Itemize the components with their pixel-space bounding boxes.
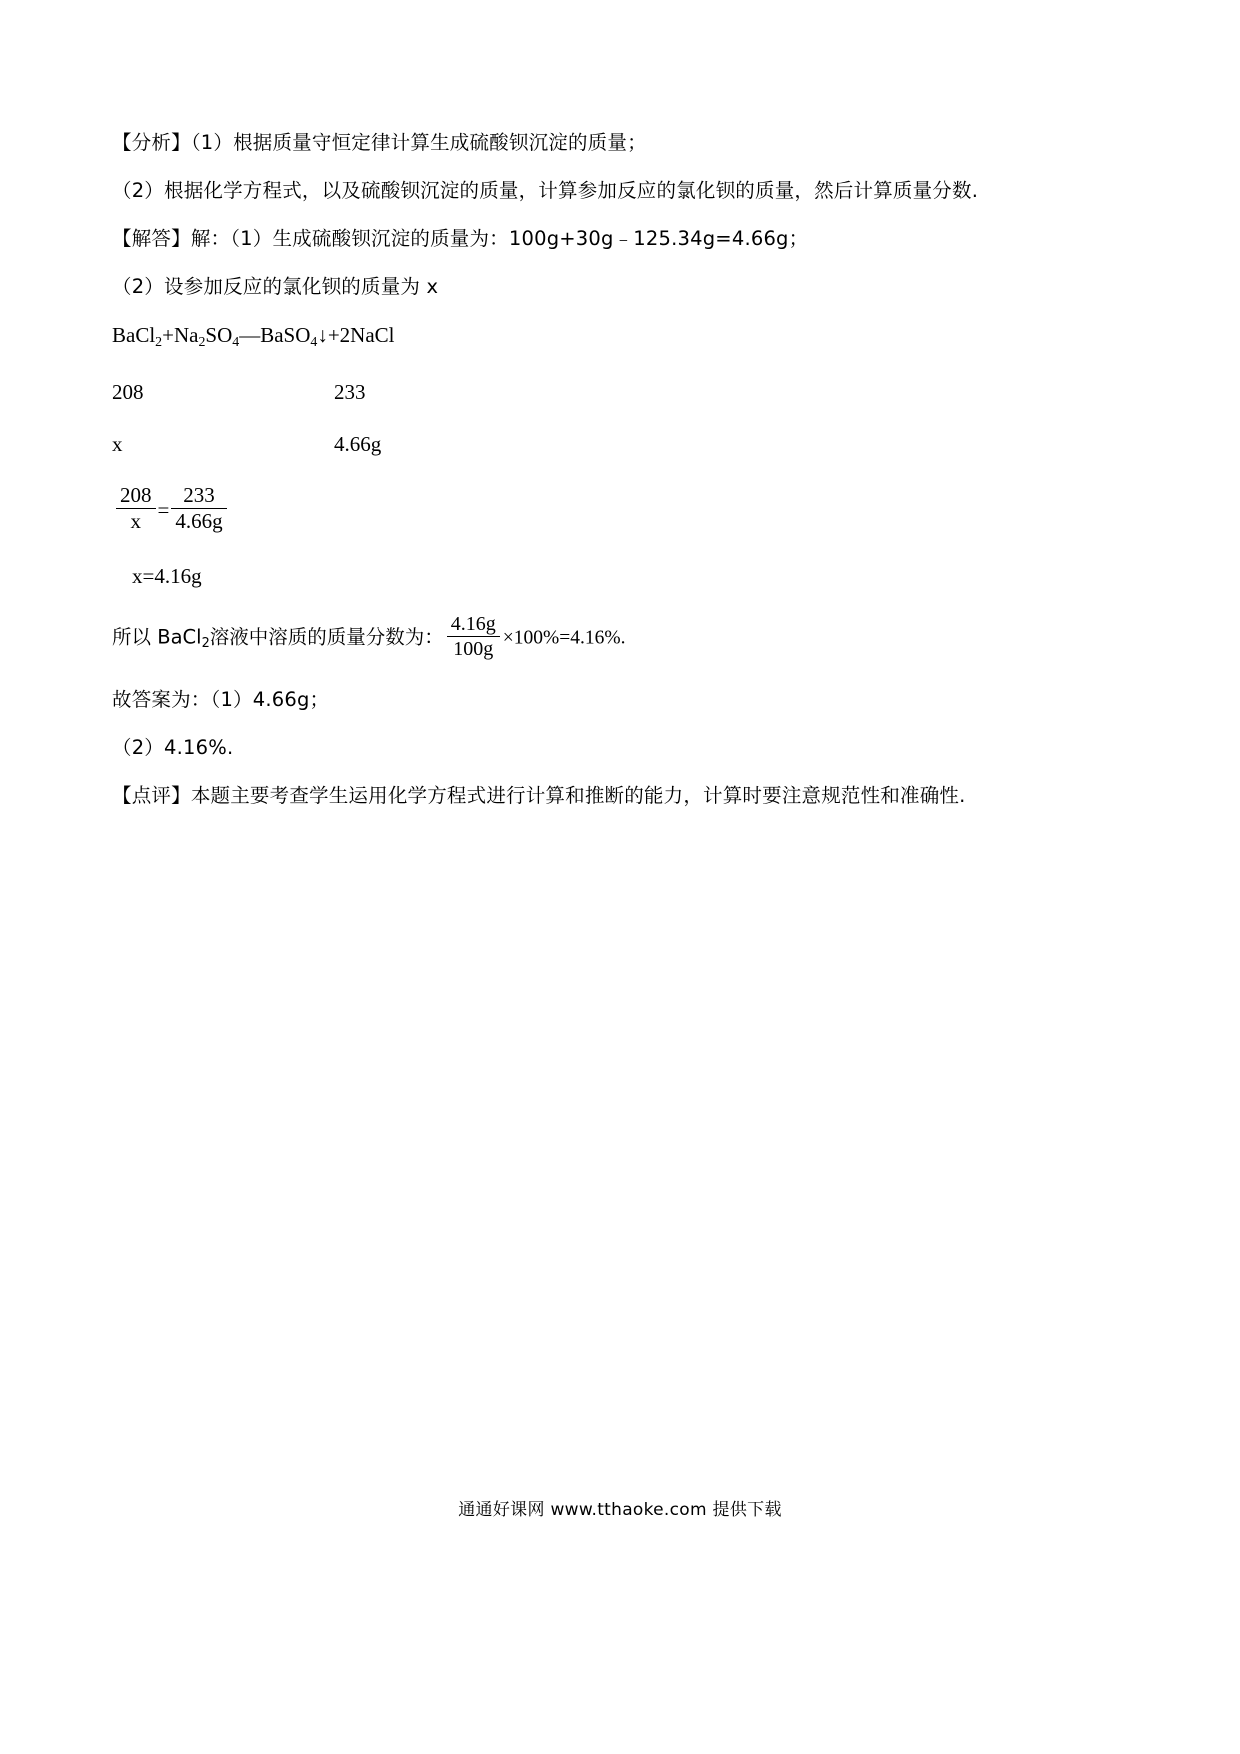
conclusion-fraction-numerator: 4.16g	[447, 612, 500, 637]
conclusion-fraction	[447, 612, 500, 662]
conclusion-fraction-denominator: 100g	[453, 638, 494, 661]
proportion-right-numerator: 233	[171, 483, 226, 510]
molar-mass-row	[112, 379, 1122, 405]
final-answer-line-2: （2）4.16%.	[112, 735, 234, 759]
comment-text: 本题主要考查学生运用化学方程式进行计算和推断的能力，计算时要注意规范性和准确性.	[190, 783, 966, 807]
variable-x: x	[112, 431, 123, 456]
equation-sub-1: 2	[155, 333, 163, 349]
analysis-label: 【分析】	[112, 131, 191, 154]
conclusion-prefix-rest: 溶液中溶质的质量分数为：	[209, 625, 444, 649]
proportion-equation	[116, 483, 1122, 545]
answer-paragraph-2	[112, 274, 1122, 300]
conclusion-suffix: ×100%=4.16%.	[502, 627, 626, 649]
analysis-paragraph-2	[112, 178, 1122, 204]
proportion-right-denominator: 4.66g	[175, 509, 223, 534]
equation-part-3: SO	[205, 323, 233, 347]
answer-paragraph-1	[112, 226, 1122, 252]
equation-sub-4: 4	[310, 333, 318, 349]
molar-mass-bacl2: 208	[112, 379, 144, 404]
page-footer: 通通好课网 www.tthaoke.com 提供下载	[458, 1500, 782, 1520]
analysis-paragraph-1	[112, 130, 1122, 156]
document-body	[112, 130, 1122, 831]
molar-mass-baso4: 233	[334, 379, 366, 404]
final-answer-line-1: 故答案为：（1）4.66g；	[112, 687, 330, 711]
equation-part-5: ↓+2NaCl	[317, 323, 395, 347]
proportion-left-numerator: 208	[116, 483, 156, 510]
conclusion-prefix: 所以 BaCl	[112, 625, 202, 649]
comment-label: 【点评】	[112, 783, 191, 807]
conclusion-line	[112, 613, 1122, 663]
proportion-right-fraction	[171, 483, 226, 535]
equation-part-2: +Na	[162, 323, 199, 347]
conclusion-prefix-sub: 2	[201, 635, 210, 651]
answer-label: 【解答】	[112, 227, 191, 250]
proportion-equals-sign: =	[157, 498, 170, 523]
answer-text-1: 解：（1）生成硫酸钡沉淀的质量为：100g+30g﹣125.34g=4.66g；	[190, 227, 809, 250]
equation-part-1: BaCl	[112, 323, 156, 347]
equation-part-4: —BaSO	[239, 323, 311, 347]
analysis-text-1: （1）根据质量守恒定律计算生成硫酸钡沉淀的质量；	[190, 131, 647, 154]
equation-sub-3: 4	[232, 333, 240, 349]
analysis-text-2: （2）根据化学方程式，以及硫酸钡沉淀的质量，计算参加反应的氯化钡的质量，然后计算质量分数.	[112, 179, 979, 202]
proportion-left-denominator: x	[130, 509, 141, 534]
comment-paragraph	[112, 783, 1122, 809]
answer-text-2: （2）设参加反应的氯化钡的质量为 x	[112, 275, 439, 298]
x-result: x=4.16g	[132, 563, 202, 588]
chemical-equation	[112, 322, 1122, 355]
variable-row	[112, 431, 1122, 457]
precipitate-mass: 4.66g	[334, 431, 382, 456]
proportion-left-fraction	[116, 483, 156, 535]
equation-sub-2: 2	[198, 333, 206, 349]
